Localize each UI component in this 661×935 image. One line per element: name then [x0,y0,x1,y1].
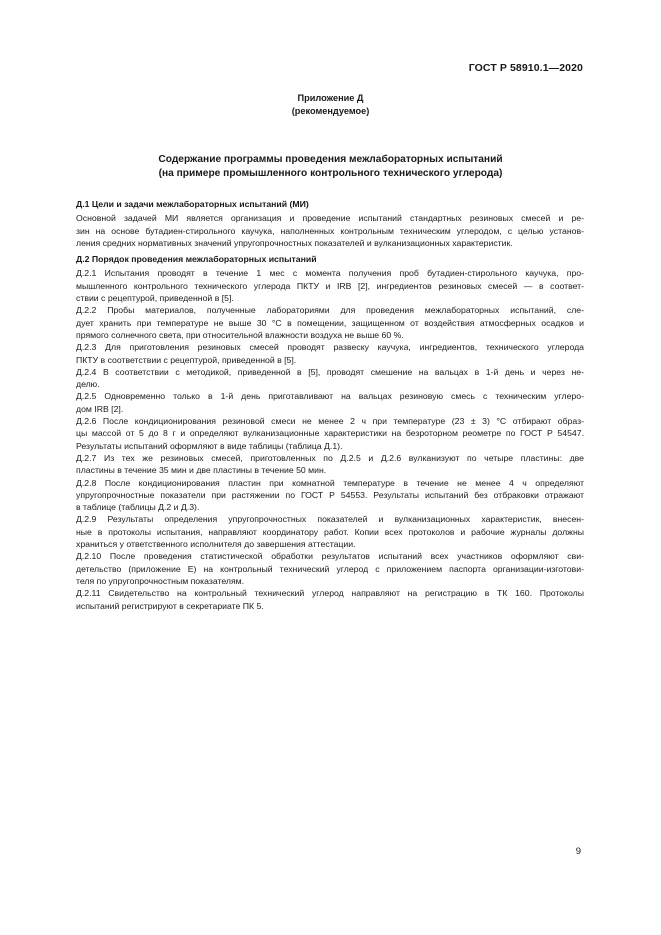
text-line: ные в протоколы испытания, направляют координатору работ. Копии всех протоколов и рабочие журналы должны [76,526,584,537]
text-line: храниться у ответственного исполнителя до завершения аттестации. [76,539,356,550]
text-line: пластины в течение 35 мин и две пластины в течение 50 мин. [76,465,327,476]
text-line: ления средних нормативных значений упругопрочностных показателей и вулканизационных характеристик. [76,237,513,248]
paragraph [76,415,584,452]
paragraph [76,477,584,514]
text-line: Д.2.6 После кондиционирования резиновой смеси не менее 2 ч при температуре (23 ± 3) °С отбирают образ- [76,416,584,427]
text-line: Д.2.8 После кондиционирования пластин при комнатной температуре в течение не менее 4 ч определяют [76,477,584,488]
paragraph [76,304,584,341]
text-line: Д.2.5 Одновременно только в 1-й день приготавливают на вальцах резиновую смесь с техническим углеро- [76,391,584,402]
text-line: дует хранить при температуре не выше 30 °С в помещении, защищенном от воздействия атмосферных осадков и [76,317,584,328]
paragraph [76,452,584,477]
document-number: ГОСТ Р 58910.1—2020 [468,62,583,74]
text-line: делю. [76,379,100,390]
text-line: Д.2.9 Результаты определения упругопрочностных показателей и вулканизационных характеристик, внесен- [76,514,584,525]
paragraph [76,513,584,550]
text-line: Д.2.3 Для приготовления резиновых смесей проводят развеску каучука, ингредиентов, технического углерода [76,342,584,353]
paragraph [76,341,584,366]
text-line: теля по упругопрочностным показателям. [76,575,245,586]
text-line: ствии с рецептурой, приведенной в [5]. [76,293,234,304]
text-line: цы массой от 5 до 8 г и определяют вулканизационные характеристики на безроторном реометре по ГОСТ Р 54547. [76,428,584,439]
text-line: Д.2.4 В соответствии с методикой, приведенной в [5], проводят смешение на вальцах в 1-й день и через не- [76,366,584,377]
text-line: Д.2.7 Из тех же резиновых смесей, приготовленных по Д.2.5 и Д.2.6 вулканизуют по четыре пластины: две [76,452,584,463]
paragraph [76,550,584,587]
text-line: ПКТУ в соответствии с рецептурой, приведенной в [5]. [76,354,297,365]
appendix-label: Приложение Д [297,93,364,103]
title-line: Содержание программы проведения межлабораторных испытаний [158,154,503,165]
text-line: Д.2.2 Пробы материалов, полученные лабораториями для проведения межлабораторных испытаний, сле- [76,305,584,316]
text-line: Результаты испытаний оформляют в виде таблицы (таблица Д.1). [76,440,343,451]
document-body [76,198,584,612]
section-heading: Д.1 Цели и задачи межлабораторных испытаний (МИ) [76,199,309,209]
text-line: Основной задачей МИ является организация и проведение испытаний стандартных резиновых смесей и ре- [76,213,584,224]
page-number: 9 [575,846,581,857]
text-line: Д.2.1 Испытания проводят в течение 1 мес с момента получения проб бутадиен-стирольного каучука, про- [76,268,584,279]
text-line: Д.2.10 После проведения статистической обработки результатов испытаний всех участников оформляют сви- [76,551,584,562]
text-line: мышленного контрольного технического углерода ПКТУ и IRB [2], ингредиентов резиновых смесей — в соответ- [76,280,584,291]
paragraph [76,366,584,391]
text-line: в таблице (таблицы Д.2 и Д.3). [76,502,200,513]
paragraph [76,390,584,415]
paragraph [76,212,584,249]
text-line: зин на основе бутадиен-стирольного каучука, наполненных контрольным техническим углеродом, с целью установ- [76,225,584,236]
text-line: дом IRB [2]. [76,403,124,414]
text-line: упругопрочностные показатели при растяжении по ГОСТ Р 54553. Результаты испытаний без отбраковки отражают [76,489,584,500]
section-heading: Д.2 Порядок проведения межлабораторных испытаний [76,254,317,265]
text-line: детельство (приложение Е) на контрольный технический углерод с приложением паспорта организации-изготови- [76,563,584,574]
text-line: прямого солнечного света, при относительной влажности воздуха не выше 60 %. [76,329,404,340]
appendix-header [0,92,661,118]
text-line: испытаний регистрируют в секретариате ПК 5. [76,600,264,611]
appendix-status: (рекомендуемое) [291,106,370,116]
paragraph [76,587,584,612]
title-line: (на примере промышленного контрольного технического углерода) [158,168,503,179]
text-line: Д.2.11 Свидетельство на контрольный технический углерод направляют на регистрацию в ТК 160. Протоколы [76,588,584,599]
paragraph [76,267,584,304]
section-content [76,267,584,611]
appendix-title [0,153,661,181]
